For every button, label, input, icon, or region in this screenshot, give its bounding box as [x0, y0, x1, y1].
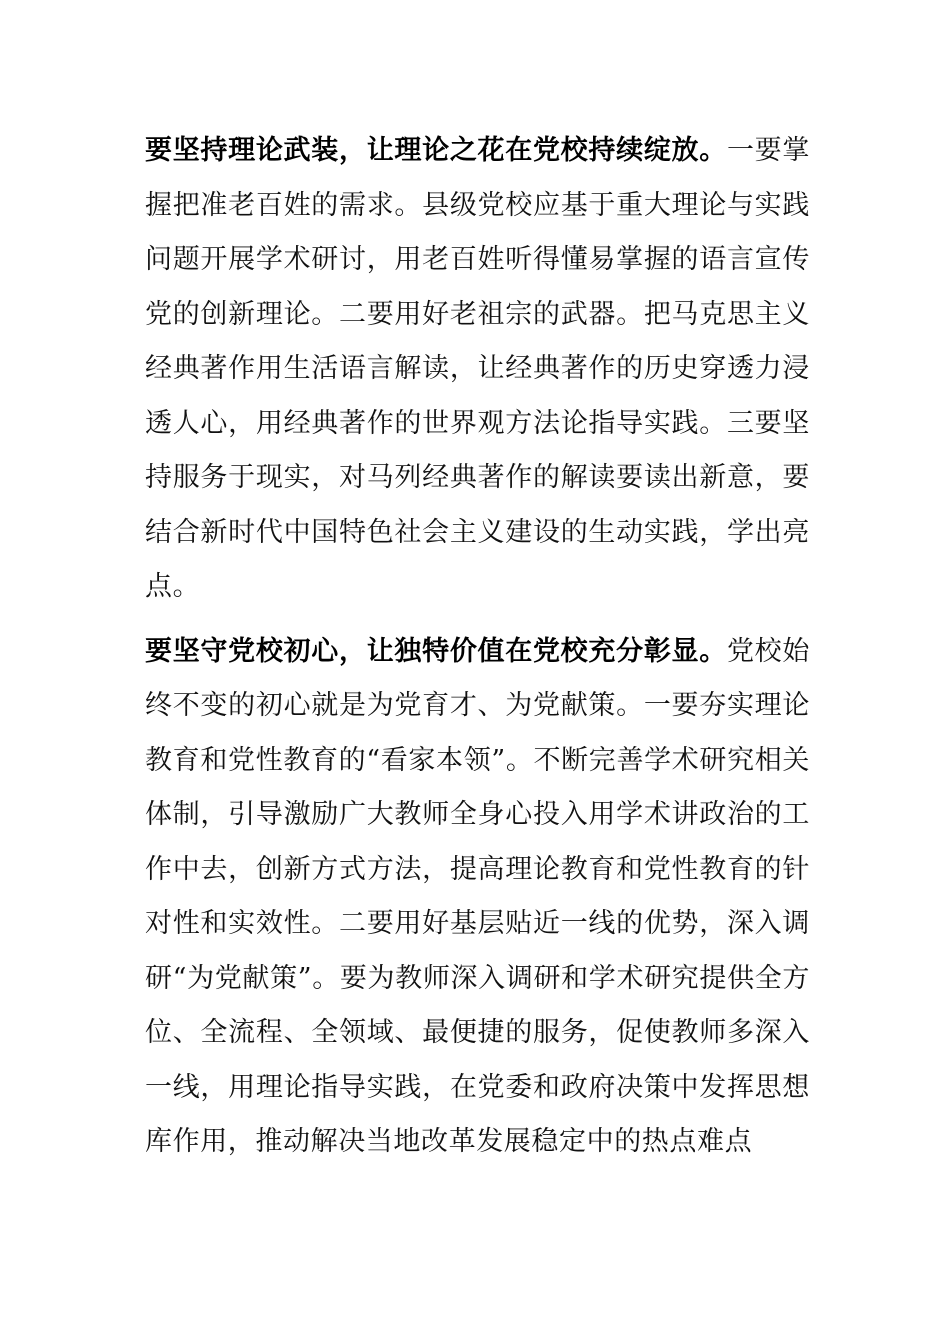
paragraph-theory-armament — [145, 124, 810, 615]
paragraph-body-text: 党校始终不变的初心就是为党育才、为党献策。一要夯实理论教育和党性教育的“看家本领”。不断完善学术研究相关体制，引导激励广大教师全身心投入用学术讲政治的工作中去，创新方式方法，提高理论教育和党性教育的针对性和实效性。二要用好基层贴近一线的优势，深入调研“为党献策”。要为教师深入调研和学术研究提供全方位、全流程、全领域、最便捷的服务，促使教师多深入一线，用理论指导实践，在党委和政府决策中发挥思想库作用，推动解决当地改革发展稳定中的热点难点 — [145, 635, 810, 1157]
paragraph-original-mission — [145, 625, 810, 1170]
paragraph-lead-heading: 要坚持理论武装，让理论之花在党校持续绽放。 — [145, 135, 727, 166]
paragraph-body-text: 一要掌握把准老百姓的需求。县级党校应基于重大理论与实践问题开展学术研讨，用老百姓听得懂易掌握的语言宣传党的创新理论。二要用好老祖宗的武器。把马克思主义经典著作用生活语言解读，让经典著作的历史穿透力浸透人心，用经典著作的世界观方法论指导实践。三要坚持服务于现实，对马列经典著作的解读要读出新意，要结合新时代中国特色社会主义建设的生动实践，学出亮点。 — [145, 135, 810, 602]
paragraph-lead-heading: 要坚守党校初心，让独特价值在党校充分彰显。 — [145, 635, 727, 667]
document-body — [145, 124, 810, 1180]
